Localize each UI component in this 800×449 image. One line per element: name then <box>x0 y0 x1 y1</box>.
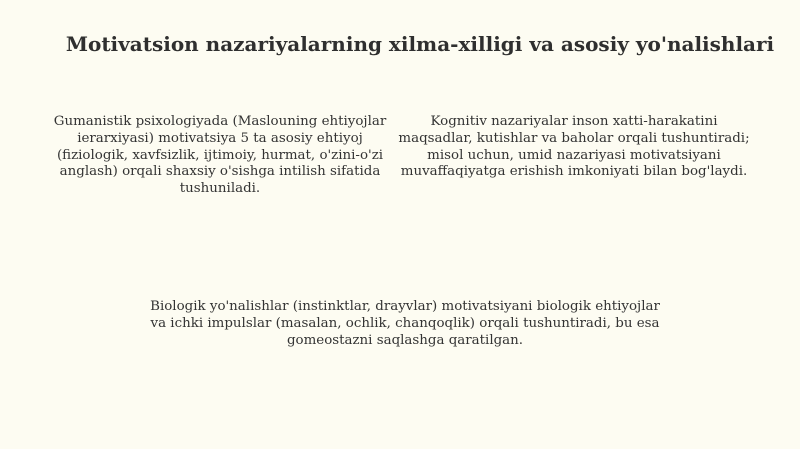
biological-paragraph: Biologik yo'nalishlar (instinktlar, drayvlar) motivatsiyani biologik ehtiyojlar va ichki impulslar (masalan, ochlik, chanqoqlik) orqali tushuntiradi, bu esa gomeostazni saqlashga qaratilgan. <box>150 299 660 348</box>
slide-title: Motivatsion nazariyalarning xilma-xilligi va asosiy yo'nalishlari <box>65 32 775 56</box>
humanistic-paragraph: Gumanistik psixologiyada (Maslouning ehtiyojlar ierarxiyasi) motivatsiya 5 ta asosiy ehtiyoj (fiziologik, xavfsizlik, ijtimoiy, hurmat, o'zini-o'zi anglash) orqali shaxsiy o'sishga intilish sifatida tushuniladi. <box>53 114 387 197</box>
cognitive-paragraph: Kognitiv nazariyalar inson xatti-harakatini maqsadlar, kutishlar va baholar orqali tushuntiradi; misol uchun, umid nazariyasi motivatsiyani muvaffaqiyatga erishish imkoniyati bilan bog'laydi. <box>398 114 750 180</box>
